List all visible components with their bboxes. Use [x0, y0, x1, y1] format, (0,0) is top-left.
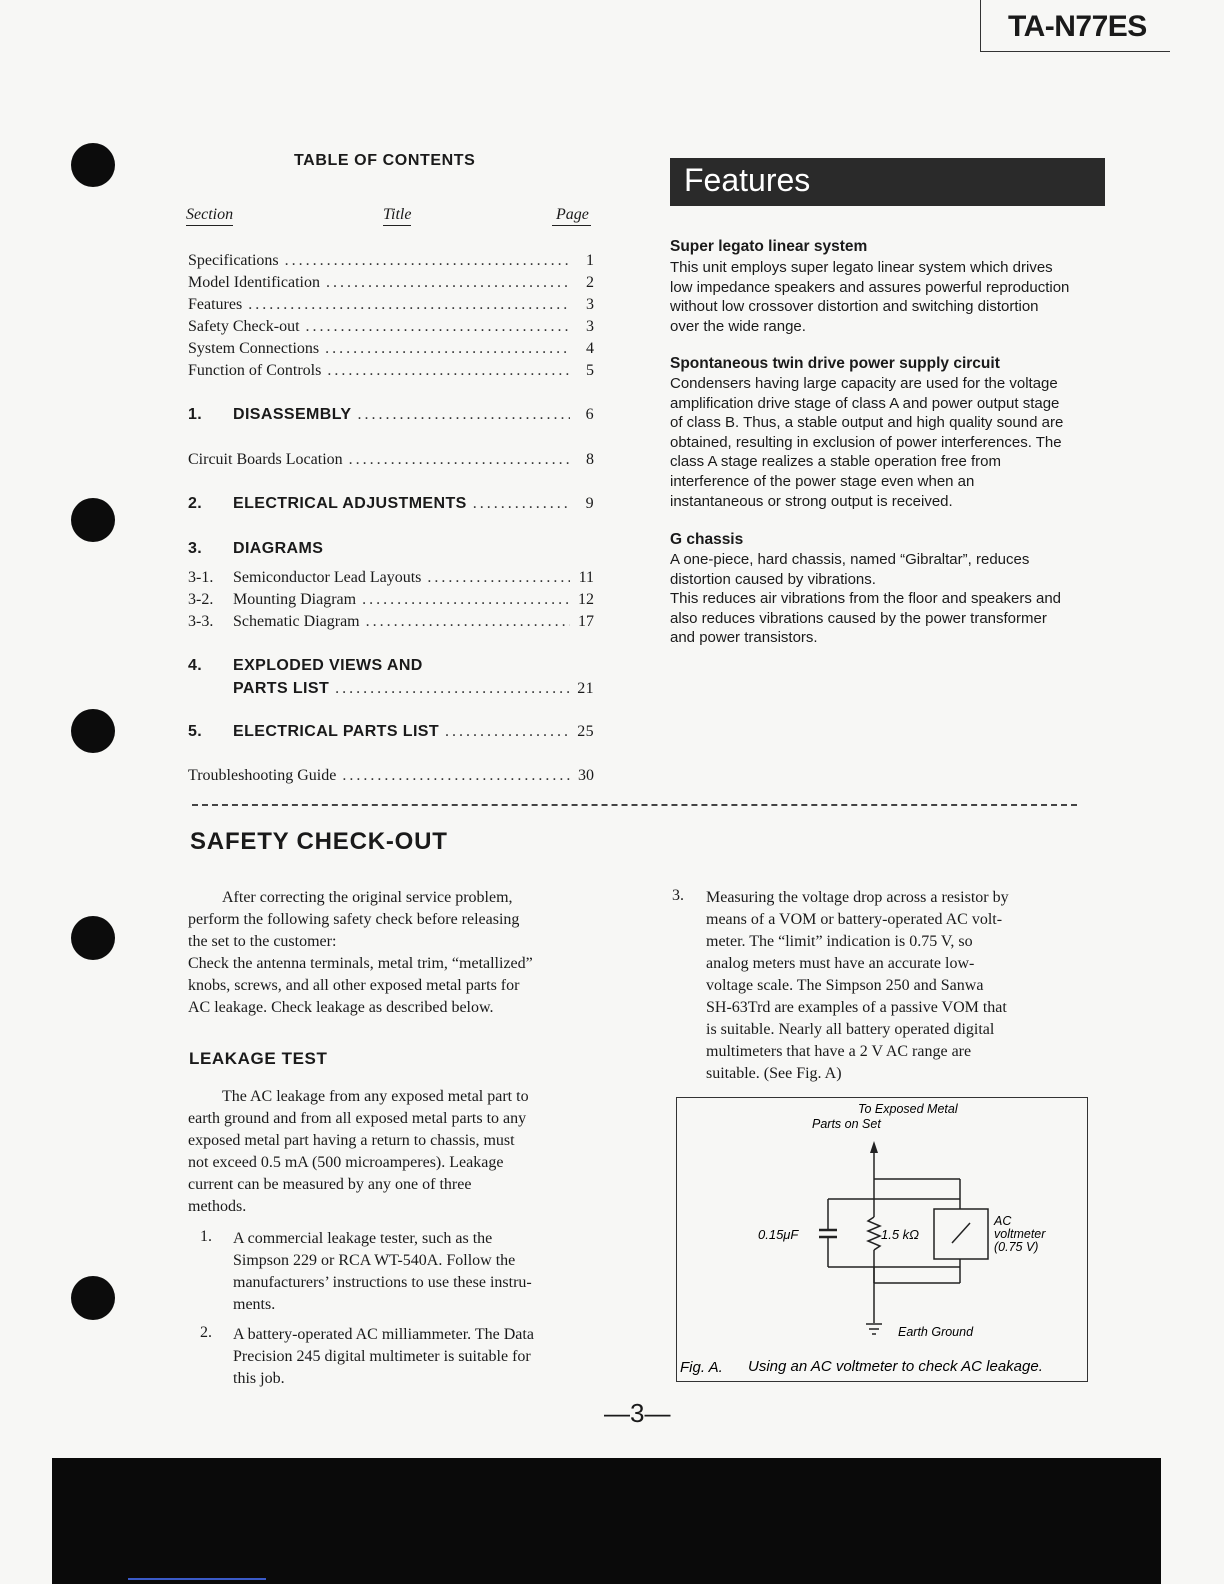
toc-row[interactable]: [188, 591, 594, 613]
resistor-symbol: [868, 1217, 880, 1250]
leakage-test-title: LEAKAGE TEST: [189, 1049, 328, 1068]
toc-label: DISASSEMBLY: [233, 406, 352, 423]
toc-row[interactable]: [188, 540, 594, 562]
toc-label: Troubleshooting Guide: [188, 767, 337, 784]
toc-label: ELECTRICAL PARTS LIST: [233, 723, 440, 740]
toc-label: Function of Controls: [188, 362, 322, 379]
toc-page: 4: [586, 340, 594, 357]
toc-label: Specifications: [188, 252, 279, 269]
toc-page: 6: [585, 406, 594, 423]
toc-row[interactable]: [188, 767, 594, 789]
list-number: 2.: [200, 1324, 212, 1341]
toc-number: 1.: [188, 406, 203, 423]
method-item: A commercial leakage tester, such as the Simpson 229 or RCA WT-540A. Follow the manufacturers’ instructions to use these instru- ments.: [233, 1230, 532, 1313]
safety-intro: After correcting the original service problem, perform the following safety check before releasing the set to the customer: Check the antenna terminals, metal trim, “metallized” knobs, screws, and all other exposed metal parts for AC leakage. Check leakage as described below.: [188, 889, 533, 1016]
toc-row[interactable]: [188, 406, 594, 428]
toc-label: Schematic Diagram: [233, 613, 360, 630]
feature-body: This unit employs super legato linear system which drives low impedance speakers and assures powerful reproduction without low crossover distortion and switching distortion over the wide range.: [670, 259, 1070, 335]
toc-page: 3: [586, 296, 594, 313]
toc-row[interactable]: [188, 723, 594, 745]
toc-page: 11: [578, 569, 594, 586]
toc-title: TABLE OF CONTENTS: [294, 152, 476, 169]
section-divider: [192, 804, 1077, 806]
leakage-text: The AC leakage from any exposed metal part to earth ground and from all exposed metal parts to any exposed metal part having a return to chassis, must not exceed 0.5 mA (500 microamperes). Leakage current can be measured by any one of three methods.: [188, 1088, 529, 1215]
toc-page: 2: [586, 274, 594, 291]
punch-hole: [71, 1276, 115, 1320]
punch-hole: [71, 498, 115, 542]
feature-body: A one-piece, hard chassis, named “Gibraltar”, reduces distortion caused by vibrations. This reduces air vibrations from the floor and speakers and also reduces vibrations caused by the power transformer and power transistors.: [670, 551, 1062, 647]
toc-label: ELECTRICAL ADJUSTMENTS: [233, 495, 467, 512]
voltmeter-label: AC: [994, 1214, 1012, 1228]
capacitor-label: 0.15μF: [758, 1227, 799, 1242]
toc-number: 3-3.: [188, 613, 214, 630]
label-exposed-metal: To Exposed Metal: [858, 1102, 958, 1116]
feature-body: Condensers having large capacity are used for the voltage amplification drive stage of class A and power output stage of class B. Thus, a stable output and high quality sound are obtained, resulting in exclusion of power interferences. The class A stage realizes a stable operation free from interference of the power stage even when an instantaneous or strong output is received.: [670, 375, 1064, 510]
method-item: Measuring the voltage drop across a resistor by means of a VOM or battery-operated AC volt- meter. The “limit” indication is 0.75 V, so analog meters must have an accurate low- voltage scale. The Simpson 250 and Sanwa SH-63Trd are examples of a passive VOM that is suitable. Nearly all battery operated digital multimeters that have a 2 V AC range are suitable. (See Fig. A): [706, 889, 1009, 1082]
punch-hole: [71, 143, 115, 187]
toc-row[interactable]: [188, 680, 594, 702]
toc-label: EXPLODED VIEWS AND: [233, 657, 423, 674]
model-number: TA-N77ES: [1008, 10, 1147, 43]
arrow-up-icon: [870, 1141, 878, 1153]
toc-label: DIAGRAMS: [233, 540, 324, 557]
toc-label: Mounting Diagram: [233, 591, 357, 608]
figure-number: Fig. A.: [680, 1359, 723, 1376]
toc-page: 25: [577, 723, 594, 740]
svg-text:(0.75 V): (0.75 V): [994, 1240, 1039, 1254]
safety-title: SAFETY CHECK-OUT: [190, 828, 448, 855]
toc-row[interactable]: [188, 569, 594, 591]
scan-artifact-line: [128, 1578, 266, 1580]
toc-label: Model Identification: [188, 274, 320, 291]
toc-row[interactable]: [188, 613, 594, 635]
punch-hole: [71, 916, 115, 960]
toc-page: 12: [578, 591, 594, 608]
toc-page: 9: [585, 495, 594, 512]
toc-number: 2.: [188, 495, 203, 512]
toc-number: 5.: [188, 723, 203, 740]
toc-number: 4.: [188, 657, 203, 674]
toc-page: 5: [586, 362, 594, 379]
toc-row[interactable]: [188, 495, 594, 517]
toc-row[interactable]: [188, 296, 594, 318]
toc-label: Semiconductor Lead Layouts: [233, 569, 422, 586]
toc-row[interactable]: [188, 252, 594, 274]
page-number: —3—: [604, 1398, 671, 1428]
label-parts-on-set: Parts on Set: [812, 1117, 881, 1131]
toc-col-page: Page: [552, 206, 591, 226]
svg-text:voltmeter: voltmeter: [994, 1227, 1046, 1241]
toc-number: 3.: [188, 540, 203, 557]
punch-hole: [71, 709, 115, 753]
toc-page: 1: [586, 252, 594, 269]
toc-number: 3-1.: [188, 569, 214, 586]
list-number: 3.: [672, 887, 684, 904]
toc-row[interactable]: [188, 362, 594, 384]
toc-page: 30: [578, 767, 594, 784]
feature-heading: Spontaneous twin drive power supply circuit: [670, 355, 1000, 372]
toc-col-section: Section: [186, 206, 233, 226]
toc-number: 3-2.: [188, 591, 214, 608]
toc-row[interactable]: [188, 451, 594, 473]
ground-label: Earth Ground: [898, 1325, 974, 1339]
toc-label: Features: [188, 296, 243, 313]
toc-page: 21: [577, 680, 594, 697]
toc-row[interactable]: [188, 274, 594, 296]
features-title: Features: [684, 162, 811, 198]
list-number: 1.: [200, 1228, 212, 1245]
method-item: A battery-operated AC milliammeter. The Data Precision 245 digital multimeter is suitable for this job.: [233, 1326, 534, 1387]
feature-heading: G chassis: [670, 531, 744, 548]
toc-page: 8: [586, 451, 594, 468]
toc-col-title: Title: [383, 206, 411, 226]
toc-row[interactable]: [188, 318, 594, 340]
toc-page: 3: [586, 318, 594, 335]
scan-border: [52, 1458, 1161, 1584]
figure-caption: Using an AC voltmeter to check AC leakage.: [748, 1358, 1043, 1375]
toc-label: PARTS LIST: [233, 680, 330, 697]
toc-label: Safety Check-out: [188, 318, 300, 335]
leakage-circuit-diagram: [676, 1097, 1088, 1382]
toc-row[interactable]: [188, 657, 594, 679]
toc-row[interactable]: [188, 340, 594, 362]
toc-label: Circuit Boards Location: [188, 451, 343, 468]
resistor-label: 1.5 kΩ: [881, 1227, 920, 1242]
feature-heading: Super legato linear system: [670, 238, 868, 255]
toc-page: 17: [578, 613, 594, 630]
toc-label: System Connections: [188, 340, 320, 357]
